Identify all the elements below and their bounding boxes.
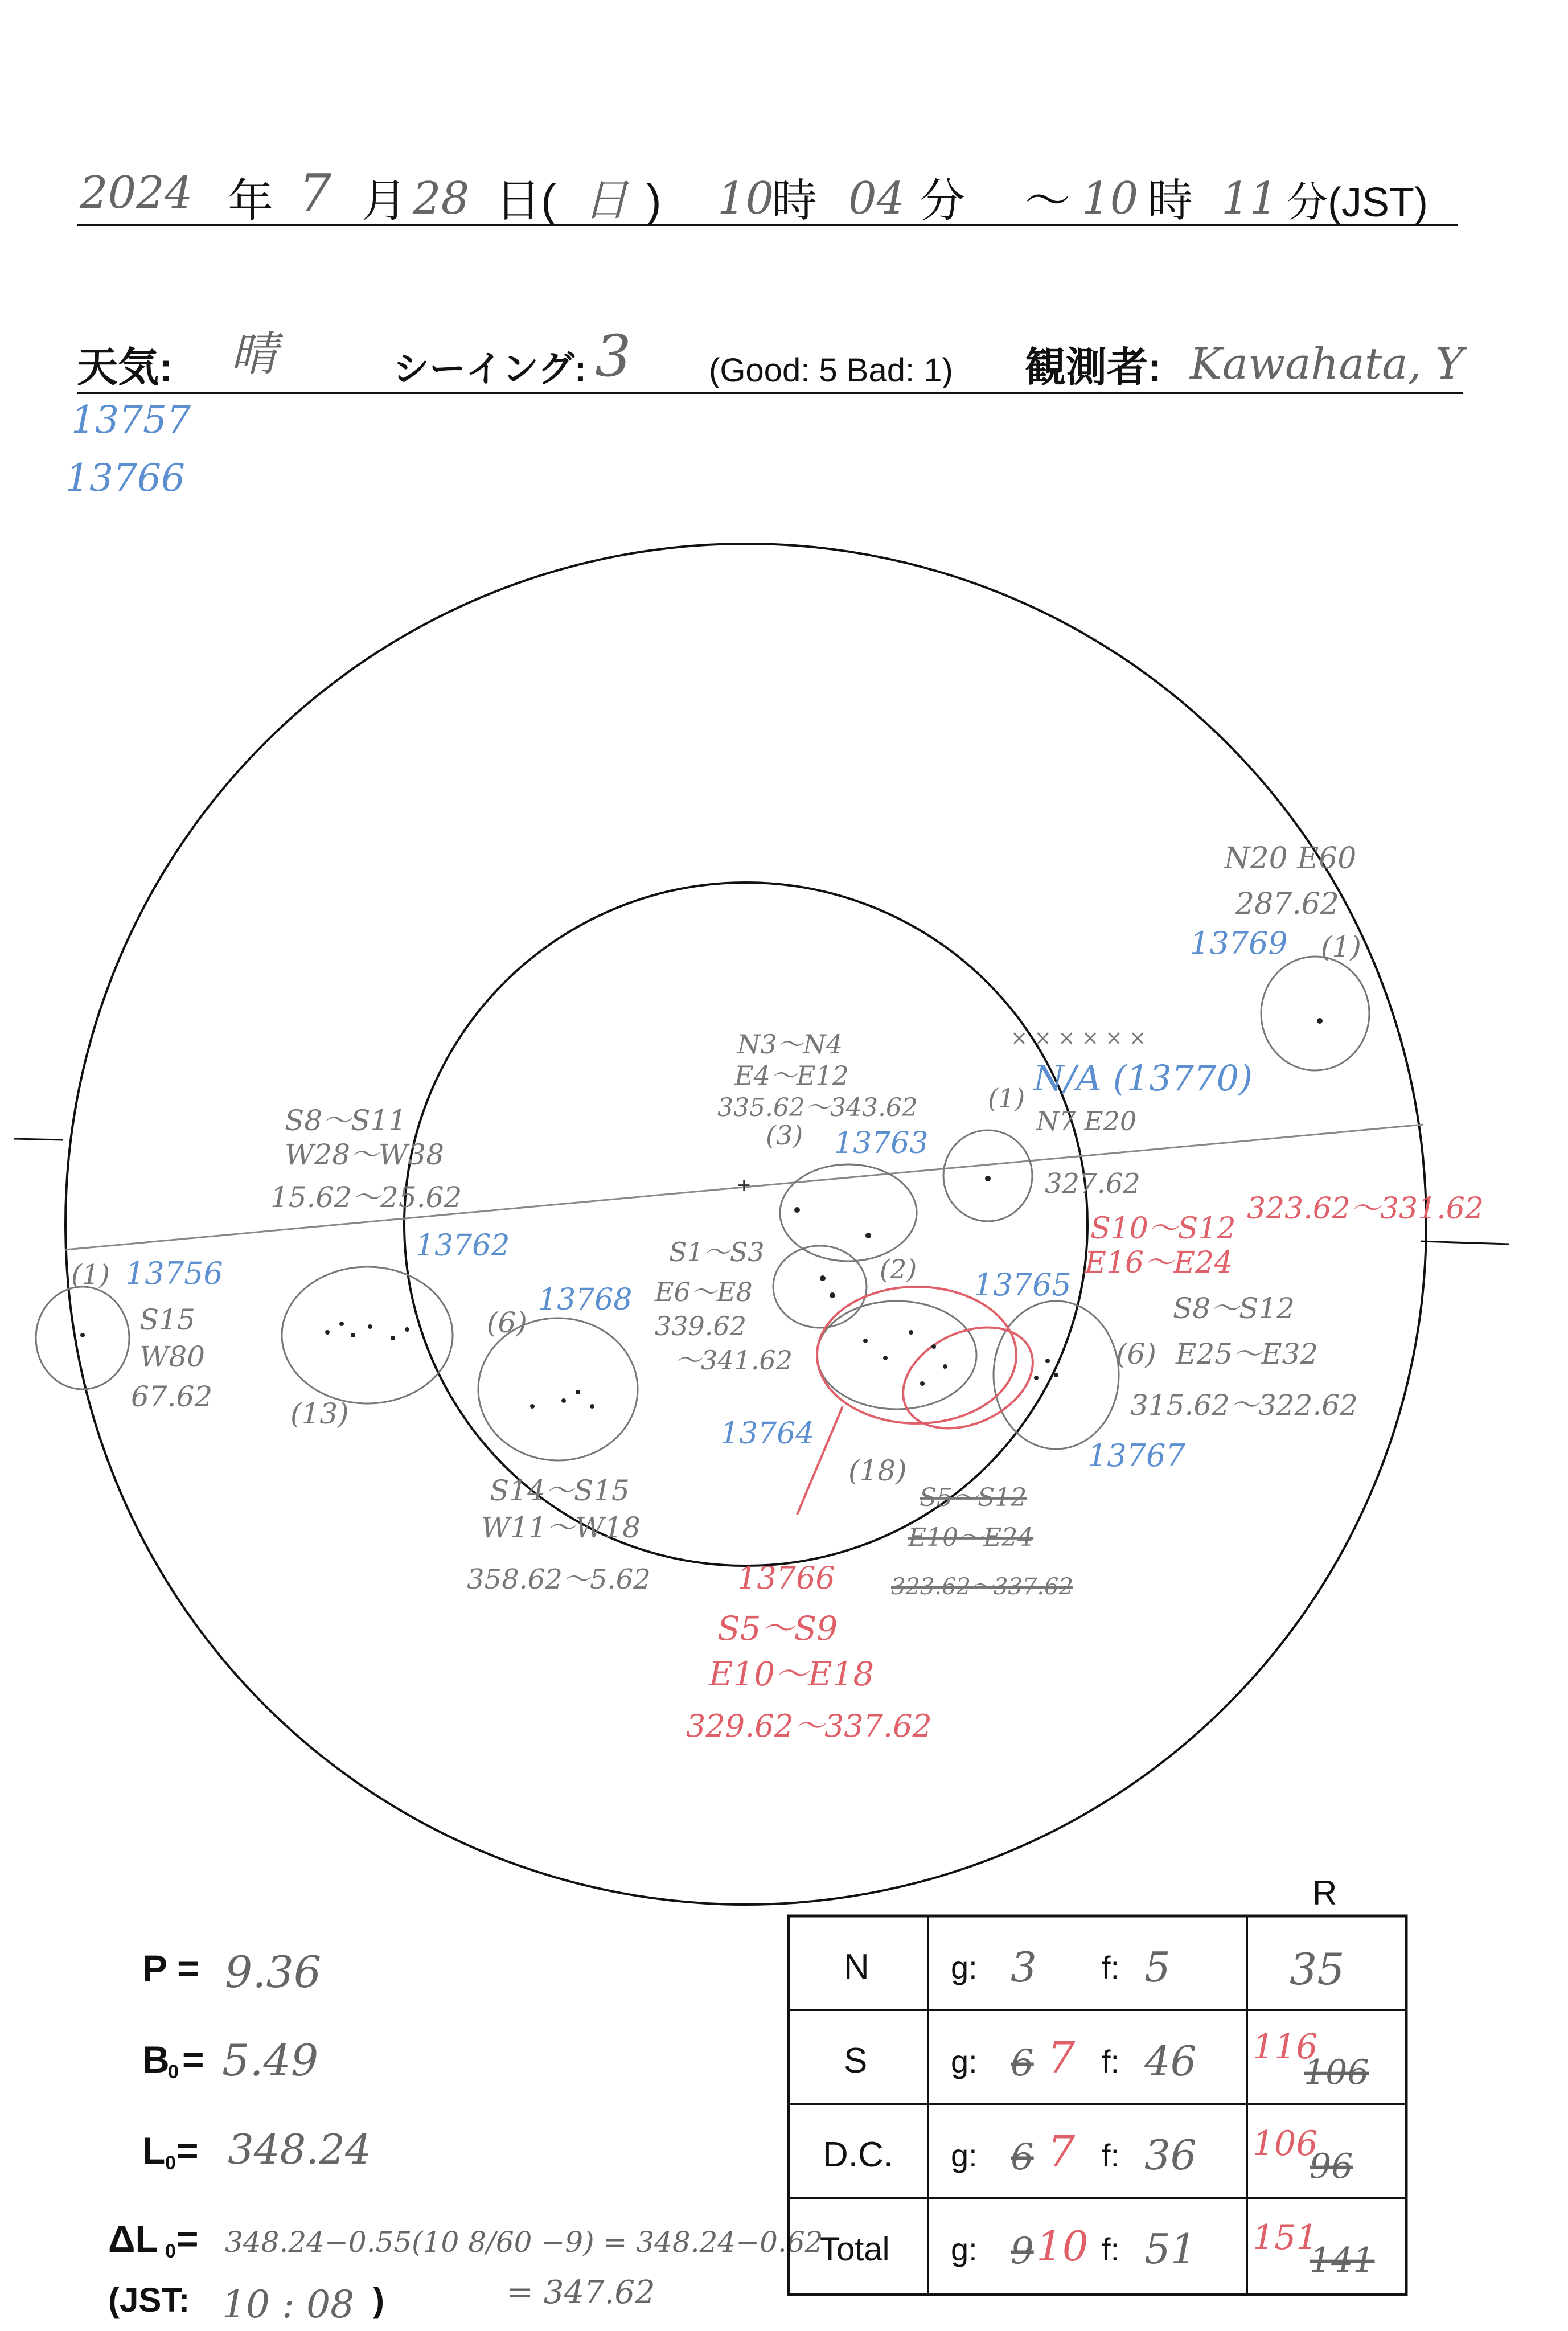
annotations — [71, 842, 1484, 1744]
row-total-label: Total — [820, 2231, 890, 2268]
west-tick — [1421, 1241, 1509, 1244]
g9-region: 13767 — [1087, 1438, 1185, 1474]
g4-lat2: W28〜W38 — [285, 1138, 445, 1171]
end-hour: 10 — [1082, 173, 1139, 224]
end-minute-unit: 分(JST) — [1287, 180, 1428, 225]
r-header: R — [1312, 1874, 1337, 1912]
row-n-g-label: g: — [951, 1950, 978, 1985]
year-value: 2024 — [80, 167, 193, 219]
g10-lon: 323.62〜331.62 — [1247, 1192, 1484, 1226]
row-n-r: 35 — [1290, 1944, 1345, 1995]
group-13762-outline — [282, 1267, 453, 1403]
seeing-label: シーイング: — [393, 348, 587, 389]
side-note-1: 13757 — [71, 398, 191, 442]
g7-count: (2) — [880, 1254, 917, 1284]
start-hour: 10 — [717, 173, 774, 224]
g7-lon: 339.62 — [655, 1311, 746, 1341]
year-unit: 年 — [228, 175, 273, 226]
seeing-scale: (Good: 5 Bad: 1) — [709, 352, 953, 389]
group-13766-outline — [817, 1301, 976, 1409]
observer-label: 観測者: — [1025, 345, 1161, 391]
g2-lat: N3〜N4 — [737, 1029, 843, 1060]
row-dc-g-label: g: — [951, 2137, 978, 2173]
hour-unit: 時 — [771, 175, 817, 226]
g6-count: (6) — [487, 1306, 527, 1339]
row-s-g: 7 — [1048, 2032, 1076, 2083]
g3-count: (1) — [988, 1083, 1025, 1114]
center-cross: + — [737, 1173, 751, 1198]
jst-value: 10 : 08 — [222, 2283, 355, 2326]
row-s-g-struck: 6 — [1011, 2042, 1034, 2084]
g1-count: (1) — [1321, 930, 1361, 963]
g8-count: (18) — [848, 1454, 907, 1487]
g5-lat2: W80 — [139, 1340, 206, 1373]
g1-lon: 287.62 — [1235, 887, 1339, 921]
row-s-g-label: g: — [951, 2043, 978, 2079]
count-table — [789, 1874, 1406, 2295]
row-total-r: 151 — [1253, 2218, 1318, 2258]
group-13766-red-outline — [817, 1287, 1016, 1423]
row-dc-r-struck: 96 — [1310, 2147, 1353, 2186]
row-s-r: 116 — [1253, 2027, 1318, 2067]
group-13765-red-outline — [886, 1308, 1049, 1448]
g4-lat: S8〜S11 — [285, 1104, 407, 1137]
row-total-g-label: g: — [951, 2231, 978, 2267]
sunspot-outlines — [36, 957, 1369, 1460]
start-minute: 04 — [848, 173, 905, 224]
g9-lon: 315.62〜322.62 — [1130, 1389, 1358, 1422]
row-total-f: 51 — [1144, 2225, 1197, 2273]
month-unit: 月 — [362, 175, 407, 226]
g7-region: 13764 — [720, 1417, 815, 1451]
g6-lat2: W11〜W18 — [481, 1511, 641, 1544]
row-s-f-label: f: — [1102, 2043, 1120, 2079]
g3-cross-marks: × × × × × × — [1011, 1027, 1147, 1050]
g9-count: (6) — [1116, 1337, 1156, 1370]
g7-lat: S1〜S3 — [669, 1237, 765, 1267]
g5-lat: S15 — [139, 1303, 195, 1336]
p-value: 9.36 — [225, 1947, 322, 1997]
l0-label: L — [142, 2129, 166, 2172]
group-13768-outline — [478, 1318, 638, 1460]
g10-region: 13765 — [974, 1267, 1072, 1303]
row-s-f: 46 — [1144, 2037, 1197, 2085]
row-n-label: N — [844, 1947, 869, 1987]
g3-lon: 327.62 — [1045, 1168, 1140, 1200]
g8-lat2: E10〜E18 — [709, 1655, 875, 1693]
g3-lat: N7 E20 — [1036, 1106, 1137, 1136]
weekday-value: 日 — [584, 175, 629, 226]
weather-value: 晴 — [231, 327, 277, 381]
weekday-close: ) — [646, 175, 662, 226]
g5-region: 13756 — [125, 1255, 223, 1291]
group-13769-outline — [1261, 957, 1369, 1070]
g10-lat2: E16〜E24 — [1085, 1246, 1233, 1280]
seeing-value: 3 — [595, 323, 631, 389]
g8-struck-lat: S5〜S12 — [920, 1483, 1027, 1512]
b0-eq: = — [182, 2038, 204, 2080]
dl0-label: ΔL — [108, 2218, 158, 2260]
g5-lon: 67.62 — [131, 1380, 213, 1413]
g8-struck-lon: 323.62〜337.62 — [891, 1574, 1073, 1600]
observer-value: Kawahata, Y — [1190, 338, 1464, 389]
conditions-line — [77, 323, 1468, 393]
dl0-expression: 348.24−0.55(10 8/60 −9) = 348.24−0.62 — [225, 2226, 823, 2259]
g7-lat2: E6〜E8 — [655, 1277, 753, 1307]
b0-value: 5.49 — [222, 2035, 319, 2086]
g6-lon: 358.62〜5.62 — [467, 1563, 651, 1595]
day-unit: 日 — [495, 175, 541, 226]
g2-lat2: E4〜E12 — [734, 1060, 849, 1091]
date-time-line — [77, 163, 1458, 226]
east-tick — [14, 1139, 63, 1140]
ephemeris-block — [108, 1947, 823, 2326]
l0-value: 348.24 — [228, 2125, 371, 2173]
day-value: 28 — [413, 173, 470, 224]
row-n-f: 5 — [1144, 1943, 1171, 1991]
g1-region: 13769 — [1190, 925, 1288, 961]
row-total-g-struck: 9 — [1011, 2230, 1034, 2272]
g4-region: 13762 — [416, 1229, 510, 1263]
g2-region: 13763 — [834, 1126, 929, 1160]
inner-circle — [404, 883, 1087, 1566]
g6-region: 13768 — [538, 1283, 633, 1317]
g8-lat: S5〜S9 — [717, 1609, 838, 1648]
weather-label: 天気: — [77, 345, 173, 391]
minute-unit: 分 — [920, 175, 965, 226]
g3-region: N/A (13770) — [1033, 1057, 1253, 1099]
g2-lon: 335.62〜343.62 — [717, 1093, 918, 1122]
g1-lat: N20 E60 — [1224, 842, 1357, 876]
jst-close: ) — [373, 2281, 384, 2319]
row-n-f-label: f: — [1102, 1950, 1120, 1985]
g10-lat: S10〜S12 — [1090, 1212, 1236, 1246]
row-s-label: S — [844, 2041, 868, 2080]
p-label: P = — [142, 1947, 199, 1989]
g8-struck-lat2: E10〜E24 — [908, 1523, 1034, 1552]
tilde: 〜 — [1025, 175, 1070, 226]
group-13764-outline — [773, 1246, 867, 1328]
g9-lat: S8〜S12 — [1173, 1292, 1295, 1325]
row-n-g: 3 — [1011, 1943, 1037, 1991]
row-dc-f-label: f: — [1102, 2137, 1120, 2173]
g9-lat2: E25〜E32 — [1176, 1337, 1319, 1370]
jst-label: (JST: — [108, 2281, 190, 2319]
weekday-open: ( — [541, 175, 556, 226]
b0-sub: 0 — [168, 2061, 179, 2083]
row-dc-r: 106 — [1253, 2124, 1318, 2164]
row-total-r-struck: 141 — [1310, 2240, 1375, 2280]
row-total-f-label: f: — [1102, 2231, 1120, 2267]
dl0-sub: 0 — [165, 2240, 176, 2262]
l0-eq: = — [176, 2129, 199, 2172]
l0-sub: 0 — [165, 2152, 176, 2174]
end-minute: 11 — [1221, 173, 1278, 224]
dl0-eq: = — [176, 2218, 199, 2260]
group-13763-outline — [780, 1164, 917, 1261]
month-value: 7 — [299, 163, 332, 223]
g7-lon2: 〜341.62 — [675, 1345, 793, 1376]
row-dc-label: D.C. — [823, 2135, 893, 2174]
dl0-result: = 347.62 — [507, 2274, 655, 2311]
g8-lon: 329.62〜337.62 — [686, 1708, 932, 1744]
side-note-2: 13766 — [65, 456, 185, 500]
row-dc-g-struck: 6 — [1011, 2136, 1034, 2178]
b0-label: B — [142, 2038, 170, 2080]
row-dc-g: 7 — [1048, 2126, 1076, 2177]
row-total-g: 10 — [1036, 2222, 1089, 2270]
g5-count: (1) — [71, 1259, 110, 1291]
g6-lat: S14〜S15 — [490, 1474, 630, 1507]
g8-region: 13766 — [737, 1560, 835, 1596]
row-s-r-struck: 106 — [1304, 2053, 1369, 2092]
end-hour-unit: 時 — [1147, 175, 1193, 226]
g4-count: (13) — [290, 1397, 349, 1430]
g4-lon: 15.62〜25.62 — [270, 1181, 462, 1214]
g2-count: (3) — [766, 1120, 803, 1151]
row-dc-f: 36 — [1144, 2131, 1197, 2179]
